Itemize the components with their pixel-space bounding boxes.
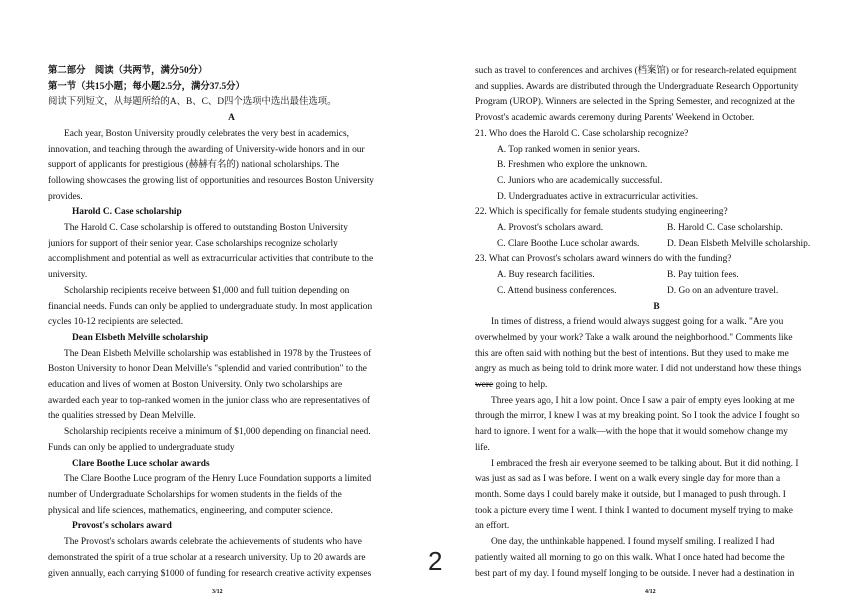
option-d: D. Go on an adventure travel. <box>667 285 779 296</box>
option-a: A. Top ranked women in senior years. <box>497 144 640 155</box>
instruction: 阅读下列短文，从每题所给的A、B、C、D四个选项中选出最佳选项。 <box>48 97 337 108</box>
option-a: A. Provost's scholars award. <box>497 223 604 234</box>
section-title-luce: Clare Boothe Luce scholar awards <box>72 458 210 469</box>
section-title-melville: Dean Elsbeth Melville scholarship <box>72 332 209 343</box>
section-header: 第二部分 阅读（共两节，满分50分） <box>48 66 208 76</box>
option-d: D. Undergraduates active in extracurricular activities. <box>497 191 699 202</box>
b-paragraph-4: One day, the unthinkable happened. I found myself smiling. I realized I had patiently waited all morning to go on this walk. What I once hated had become the best part of my day. I found myself longing to be outside. I never had a destination in <box>475 537 795 579</box>
option-b: B. Freshmen who explore the unknown. <box>497 160 648 171</box>
passage-label-a: A <box>228 113 235 124</box>
left-page <box>0 0 425 607</box>
provost-paragraph: The Provost's scholars awards celebrate the achievements of students who have demonstrated the spirit of a true scholar at a research university. Up to 20 awards are given annually, each carrying $1000 of funding for research creative activity expenses <box>48 537 372 579</box>
page-footer-left: 3/12 <box>212 589 223 595</box>
passage-label-b: B <box>653 301 660 312</box>
luce-paragraph: The Clare Boothe Luce program of the Henry Luce Foundation supports a limited number of Undergraduate Scholarships for women students in the fields of the physical and life sciences, mathematics, engineering, and computer science. <box>48 474 372 516</box>
option-b: B. Harold C. Case scholarship. <box>667 223 783 234</box>
melville-paragraph-2: Scholarship recipients receive a minimum of $1,000 depending on financial need. Funds can only be applied to undergraduate study <box>48 427 371 453</box>
intro-paragraph: Each year, Boston University proudly celebrates the very best in academics, innovation, and teaching through the awarding of University-wide honors and in our support of applicants for prestigious (赫赫有名的) national scholarships. The following showcases the growing list of opportunities and resources Boston University provides. <box>48 128 374 202</box>
section-title-provost: Provost's scholars award <box>72 521 172 532</box>
question-22 <box>475 205 838 252</box>
section-title-case: Harold C. Case scholarship <box>72 207 182 218</box>
option-d: D. Dean Elsbeth Melville scholarship. <box>667 238 811 249</box>
provost-continuation: such as travel to conferences and archives (档案馆) or for research-related equipment and supplies. Awards are distributed through the Undergraduate Research Opportunity Program (UROP). Winners are selected in the Spring Semester, and recognized at the Provost's academic awards ceremony during Parents' Weekend in October. <box>475 66 799 124</box>
right-page <box>435 0 860 607</box>
struck-word: were <box>475 380 494 391</box>
question-stem: 22. Which is specifically for female students studying engineering? <box>475 207 728 218</box>
melville-paragraph-1: The Dean Elsbeth Melville scholarship was established in 1978 by the Trustees of Boston University to honor Dean Melville's "splendid and varied contribution" to the education and lives of women at Boston University. Only two scholarships are awarded each year to top-ranked women in the junior class who are representatives of the qualities stressed by Dean Melville. <box>48 348 372 422</box>
question-23 <box>475 252 838 299</box>
question-stem: 23. What can Provost's scholars award winners do with the funding? <box>475 254 732 265</box>
option-a: A. Buy research facilities. <box>497 270 595 281</box>
question-stem: 21. Who does the Harold C. Case scholarship recognize? <box>475 128 689 139</box>
option-c: C. Attend business conferences. <box>497 285 617 296</box>
case-paragraph-1: The Harold C. Case scholarship is offered to outstanding Boston University juniors for support of their senior year. Case scholarships recognize scholarly accomplishment and potential as well as extracurricular activities that contribute to the university. <box>48 223 374 281</box>
subsection-header: 第一节（共15小题；每小题2.5分，满分37.5分） <box>48 81 245 92</box>
question-21 <box>475 127 838 206</box>
option-c: C. Clare Boothe Luce scholar awards. <box>497 238 640 249</box>
b-paragraph-1: In times of distress, a friend would always suggest going for a walk. "Are you overwhelmed by your work? Take a walk around the neighborhood." Comments like this are often said with nothing but the best of intentions. But they used to make me angry as much as being told to drink more water. I did not understand how these things were going to help. <box>475 317 802 391</box>
case-paragraph-2: Scholarship recipients receive between $1,000 and full tuition depending on financial needs. Funds can only be applied to undergraduate study. In most application cycles 10-12 recipients are selected. <box>48 285 373 328</box>
page-footer-right: 4/12 <box>645 589 656 595</box>
option-b: B. Pay tuition fees. <box>667 270 739 281</box>
option-c: C. Juniors who are academically successful. <box>497 175 663 186</box>
page-number: 2 <box>428 546 443 576</box>
b-paragraph-3: I embraced the fresh air everyone seemed to be talking about. But it did nothing. I was just as sad as I was before. I went on a walk every single day for more than a month. Some days I could barely make it outside, but I managed to push through. I took a picture every time I went. I think I wanted to document myself trying to make an effort. <box>475 458 799 532</box>
b-paragraph-2: Three years ago, I hit a low point. Once I saw a pair of empty eyes looking at me through the mirror, I knew I was at my breaking point. So I took the advice I fought so hard to ignore. I went for a walk—with the hope that it would somehow change my life. <box>475 395 800 453</box>
